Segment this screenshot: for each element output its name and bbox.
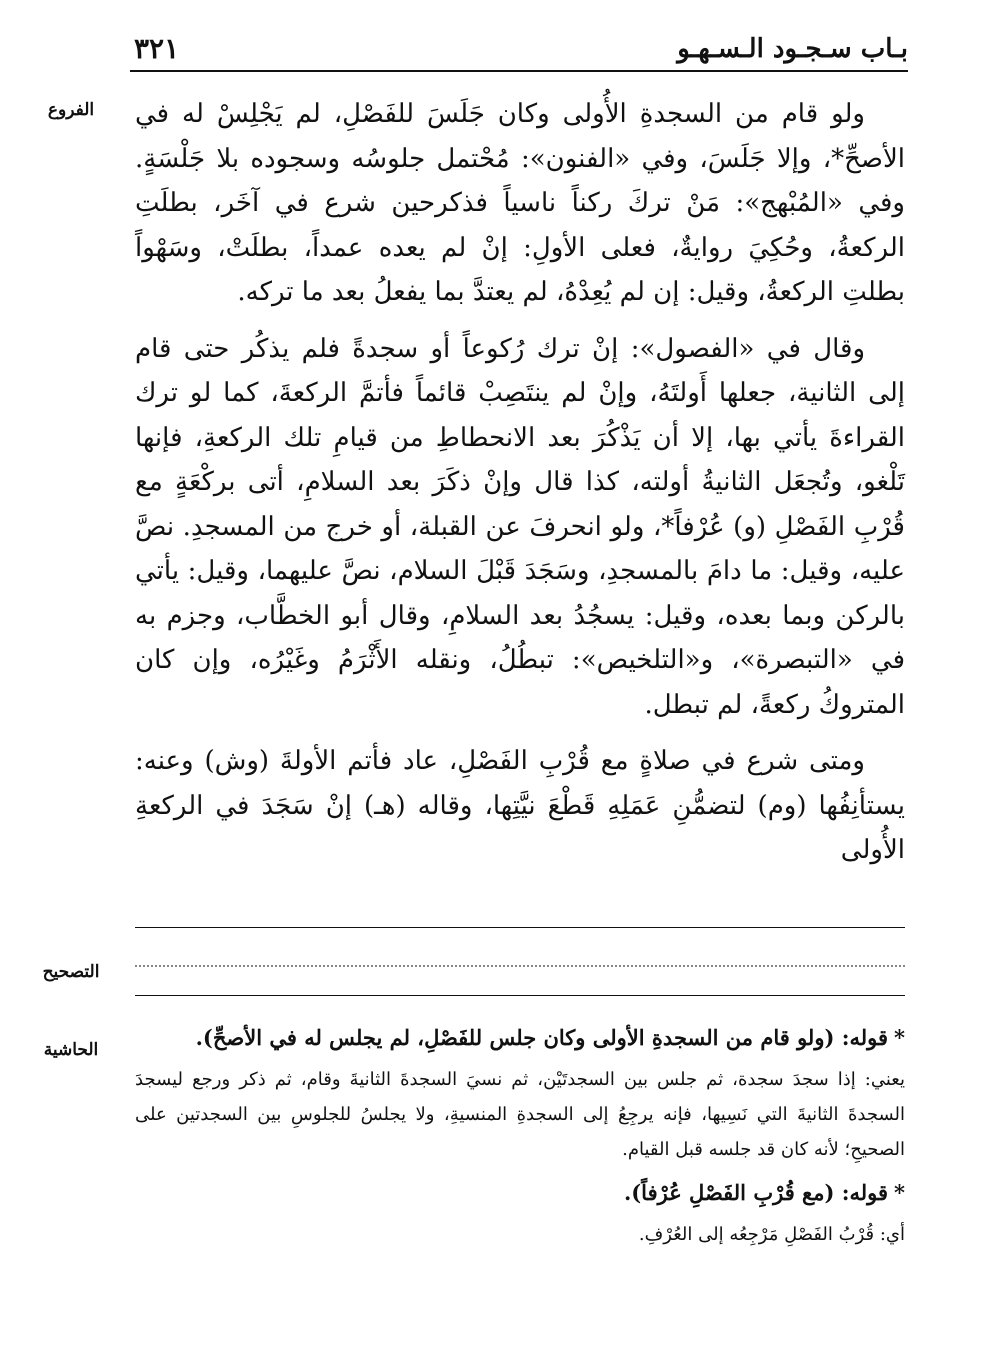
footnotes-section [135, 1018, 905, 1258]
side-label-furu: الفروع [47, 100, 95, 120]
page-header [130, 30, 908, 72]
bottom-divider [135, 995, 905, 996]
side-label-tashih: التصحيح [42, 962, 100, 982]
top-divider [135, 927, 905, 928]
main-paragraph-2: وقال في «الفصول»: إنْ ترك رُكوعاً أو سجدةً فلم يذكُر حتى قام إلى الثانية، جعلها أَولتَهُ، وإنْ لم ينتَصِبْ قائماً فأتمَّ الركعةَ، كما لو ترك القراءةَ يأتي بها، إلا أن يَذْكُرَ بعد الانحطاطِ من قيامِ تلك الركعةِ، فإنها تَلْغو، وتُجعَل الثانيةُ أولته، كذا قال وإنْ ذكَرَ بعد السلامِ، أتى بركْعَةٍ مع قُرْبِ الفَصْلِ (و) عُرْفاً*، ولو انحرفَ عن القبلة، أو خرج من المسجدِ. نصَّ عليه، وقيل: ما دامَ بالمسجدِ، وسَجَدَ قَبْلَ السلام، نصَّ عليهما، وقيل: يأتي بالركن وبما بعده، وقيل: يسجُدُ بعد السلامِ، وقال أبو الخطَّاب، وجزم به في «التبصرة»، و«التلخيص»: تبطُلُ، ونقله الأَثْرَمُ وغَيْرُه، وإن كان المتروكُ ركعةً، لم تبطل. [135, 333, 905, 720]
footnote-star-icon: * [894, 1180, 905, 1205]
main-paragraph-1: ولو قام من السجدةِ الأُولى وكان جَلَسَ للفَصْلِ، لم يَجْلِسْ له في الأصحِّ*، وإلا جَلَسَ، وفي «الفنون»: مُحْتمل جلوسُه وسجوده بلا جَلْسَةٍ. وفي «المُبْهج»: مَنْ تركَ ركناً ناسياً فذكرحين شرع في آخَر، بطلَتِ الركعةُ، وحُكِيَ روايةٌ، فعلى الأولِ: إنْ لم يعده عمداً، بطلَتْ، وسَهْواً بطلتِ الركعةُ، وقيل: إن لم يُعِدْهُ، لم يعتدَّ بما يفعلُ بعد ما تركه. [135, 99, 905, 307]
main-text [135, 92, 905, 885]
footnote-1-body: يعني: إذا سجدَ سجدة، ثم جلس بين السجدتَيْن، ثم نسيَ السجدةَ الثانيةَ وقام، ثم ذكر ورجع ليسجدَ السجدةَ الثانيةَ التي نَسِيها، فإنه يرجِعُ إلى السجدةِ المنسيةِ، ولا يجلسُ للجلوسِ بين السجدتين على الصحيحِ؛ لأنه كان قد جلسه قبل القيام. [135, 1069, 905, 1160]
footnote-2-body: أي: قُرْبُ الفَصْلِ مَرْجِعُه إلى العُرْفِ. [638, 1224, 905, 1245]
footnote-star-icon: * [894, 1025, 905, 1050]
footnote-2-heading [135, 1173, 905, 1213]
page-number: ٣٢١ [134, 32, 180, 65]
footnote-1-heading [135, 1018, 905, 1058]
chapter-title: بـاب سـجـود الـسـهـو [677, 34, 908, 64]
side-label-hashiya: الحاشية [43, 1040, 99, 1060]
footnote-1-quote: قوله: (ولو قام من السجدةِ الأولى وكان جلس للفَصْلِ، لم يجلس له في الأصحِّ). [195, 1025, 889, 1050]
correction-dotted-line [135, 965, 905, 967]
footnote-2-quote: قوله: (مع قُرْبِ الفَصْلِ عُرْفاً). [623, 1180, 889, 1205]
main-paragraph-3: ومتى شرع في صلاةٍ مع قُرْبِ الفَصْلِ، عاد فأتم الأولةَ (وش) وعنه: يستأنِفُها (وم) لتضمُّنِ عَمَلِهِ قَطْعَ نيَّتِها، وقاله (هـ) إنْ سَجَدَ في الركعةِ الأُولى [135, 746, 905, 865]
